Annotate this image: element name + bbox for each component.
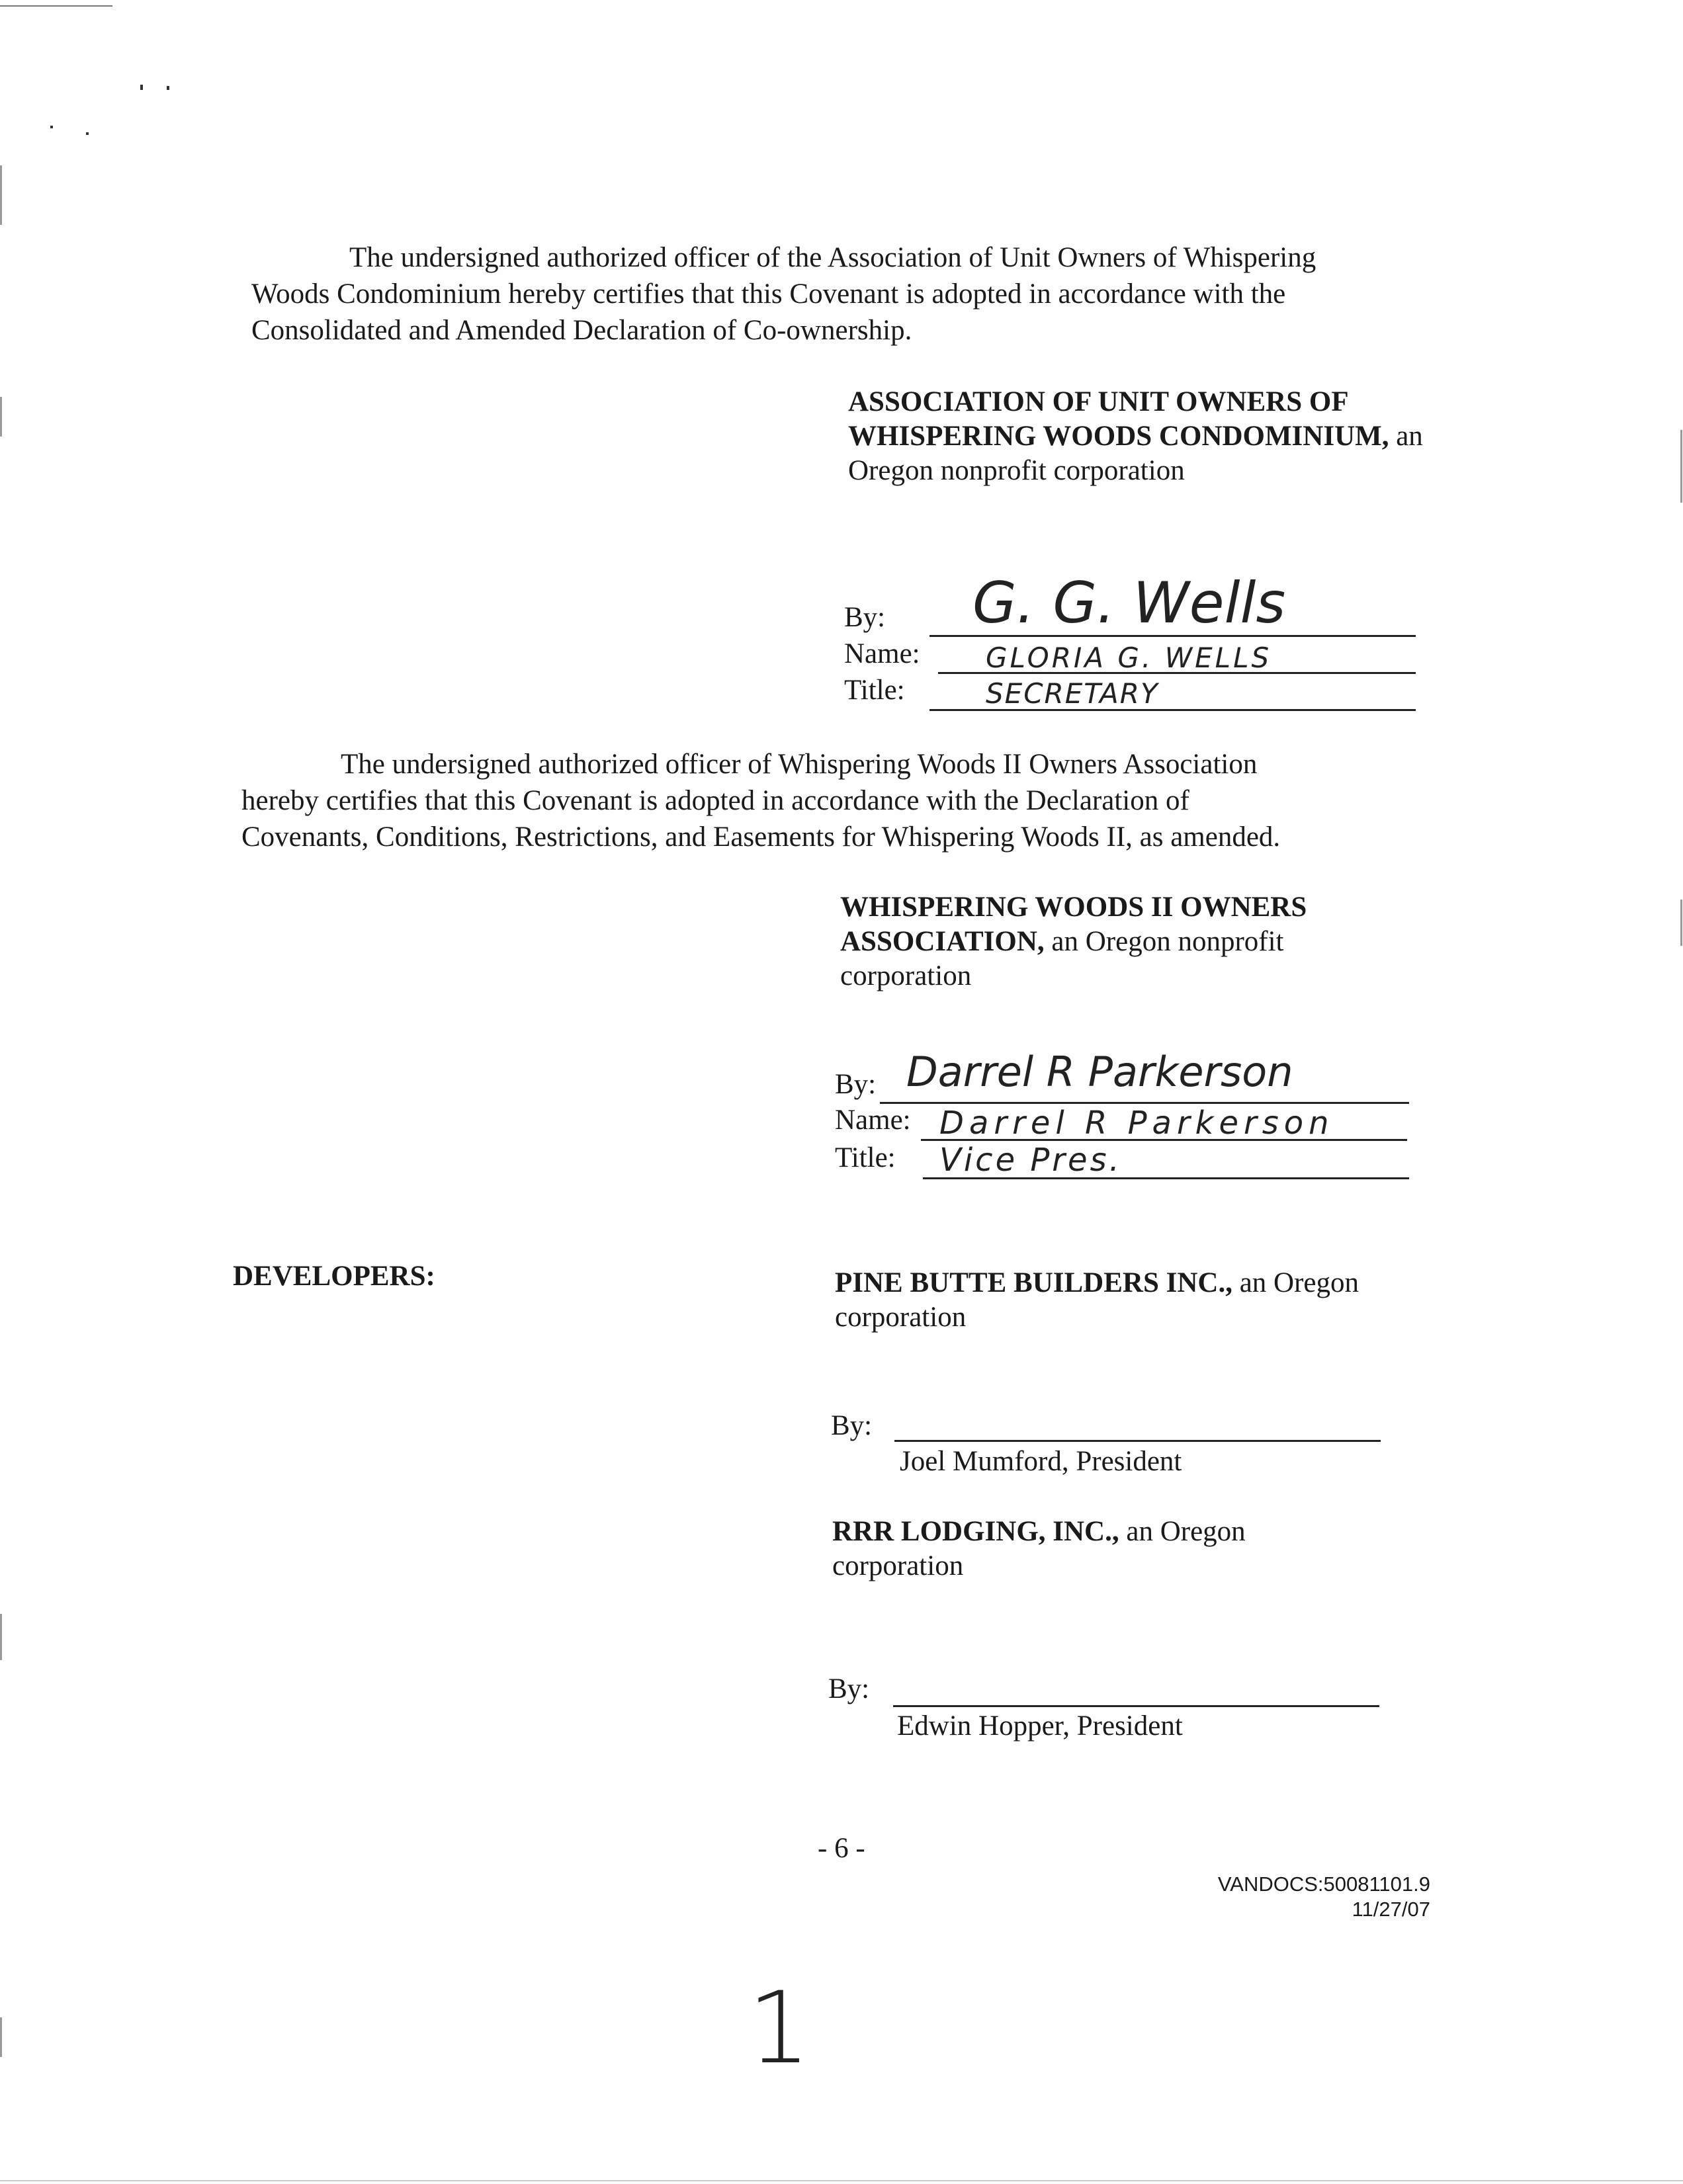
developer-1-by-label: By: bbox=[831, 1410, 873, 1441]
scan-artifact-top-line bbox=[0, 5, 112, 7]
document-id: VANDOCS:50081101.9 bbox=[1217, 1872, 1430, 1896]
association-2-signature-line bbox=[880, 1102, 1409, 1104]
scan-artifact-left-edge bbox=[0, 2017, 2, 2057]
association-2-title-value: Vice Pres. bbox=[939, 1142, 1122, 1179]
handwritten-page-mark: 1 bbox=[748, 1971, 811, 2086]
certification-paragraph-1: The undersigned authorized officer of the Association of Unit Owners of Whispering Woods Condominium hereby certifies that this Covenant is adopted in accordance with the Consolidated and Amended Declaration of Co-ownership. bbox=[251, 242, 1316, 346]
scan-artifact-dot bbox=[140, 85, 143, 90]
developer-1-type: an Oregon corporation bbox=[835, 1267, 1359, 1333]
scan-artifact-right-edge bbox=[1680, 430, 1682, 503]
document-date: 11/27/07 bbox=[1352, 1898, 1430, 1921]
document-reference bbox=[1125, 1872, 1430, 1922]
association-2-by-label: By: bbox=[835, 1069, 877, 1100]
developer-1-name-block bbox=[835, 1266, 1470, 1335]
association-2-name-label: Name: bbox=[835, 1105, 911, 1136]
association-1-name: ASSOCIATION OF UNIT OWNERS OF WHISPERING WOODS CONDOMINIUM, bbox=[848, 386, 1389, 452]
developer-1-signature-line bbox=[894, 1440, 1381, 1442]
developer-2-name-block bbox=[832, 1515, 1361, 1583]
certification-paragraph-2: The undersigned authorized officer of Whispering Woods II Owners Association hereby certifies that this Covenant is adopted in accordance with the Declaration of Covenants, Conditions, Restrictions, and Easements for Whispering Woods II, as amended. bbox=[241, 749, 1281, 853]
scan-artifact-dot bbox=[86, 132, 89, 135]
association-1-name-label: Name: bbox=[844, 638, 920, 669]
association-1-title-label: Title: bbox=[844, 675, 905, 706]
association-2-name-value: Darrel R Parkerson bbox=[939, 1105, 1334, 1142]
association-1-type: an Oregon nonprofit corporation bbox=[848, 421, 1423, 486]
association-1-by-label: By: bbox=[844, 602, 886, 633]
scan-artifact-left-edge bbox=[0, 1614, 2, 1660]
scan-artifact-dot bbox=[167, 86, 169, 90]
association-2-type: an Oregon nonprofit corporation bbox=[840, 926, 1284, 991]
association-1-title-value: SECRETARY bbox=[986, 677, 1159, 710]
developer-2-signer: Edwin Hopper, President bbox=[897, 1710, 1183, 1742]
developers-label-text: DEVELOPERS: bbox=[233, 1261, 435, 1292]
developer-1-signer: Joel Mumford, President bbox=[900, 1446, 1182, 1477]
developer-2-by-label: By: bbox=[828, 1673, 870, 1704]
association-1-name-value: GLORIA G. WELLS bbox=[986, 642, 1272, 674]
scan-artifact-dot bbox=[50, 126, 53, 128]
scan-artifact-right-edge bbox=[1680, 900, 1682, 946]
association-2-signature: Darrel R Parkerson bbox=[906, 1048, 1293, 1096]
association-2-title-label: Title: bbox=[835, 1142, 896, 1173]
developer-2-signature-line bbox=[893, 1705, 1379, 1707]
scan-artifact-bottom-line bbox=[0, 2180, 1683, 2181]
association-2-name-block bbox=[840, 890, 1383, 993]
scan-artifact-left-edge bbox=[0, 397, 2, 437]
scan-artifact-left-edge bbox=[0, 165, 2, 225]
developer-2-type: an Oregon corporation bbox=[832, 1516, 1246, 1581]
association-1-signature: G. G. Wells bbox=[972, 570, 1286, 636]
developer-1-name: PINE BUTTE BUILDERS INC., bbox=[835, 1267, 1232, 1298]
page-number: - 6 - bbox=[818, 1833, 865, 1864]
association-1-name-block bbox=[848, 385, 1444, 488]
developers-label bbox=[233, 1259, 435, 1294]
developer-2-name: RRR LODGING, INC., bbox=[832, 1516, 1119, 1547]
association-2-name: WHISPERING WOODS II OWNERS ASSOCIATION, bbox=[840, 892, 1307, 957]
